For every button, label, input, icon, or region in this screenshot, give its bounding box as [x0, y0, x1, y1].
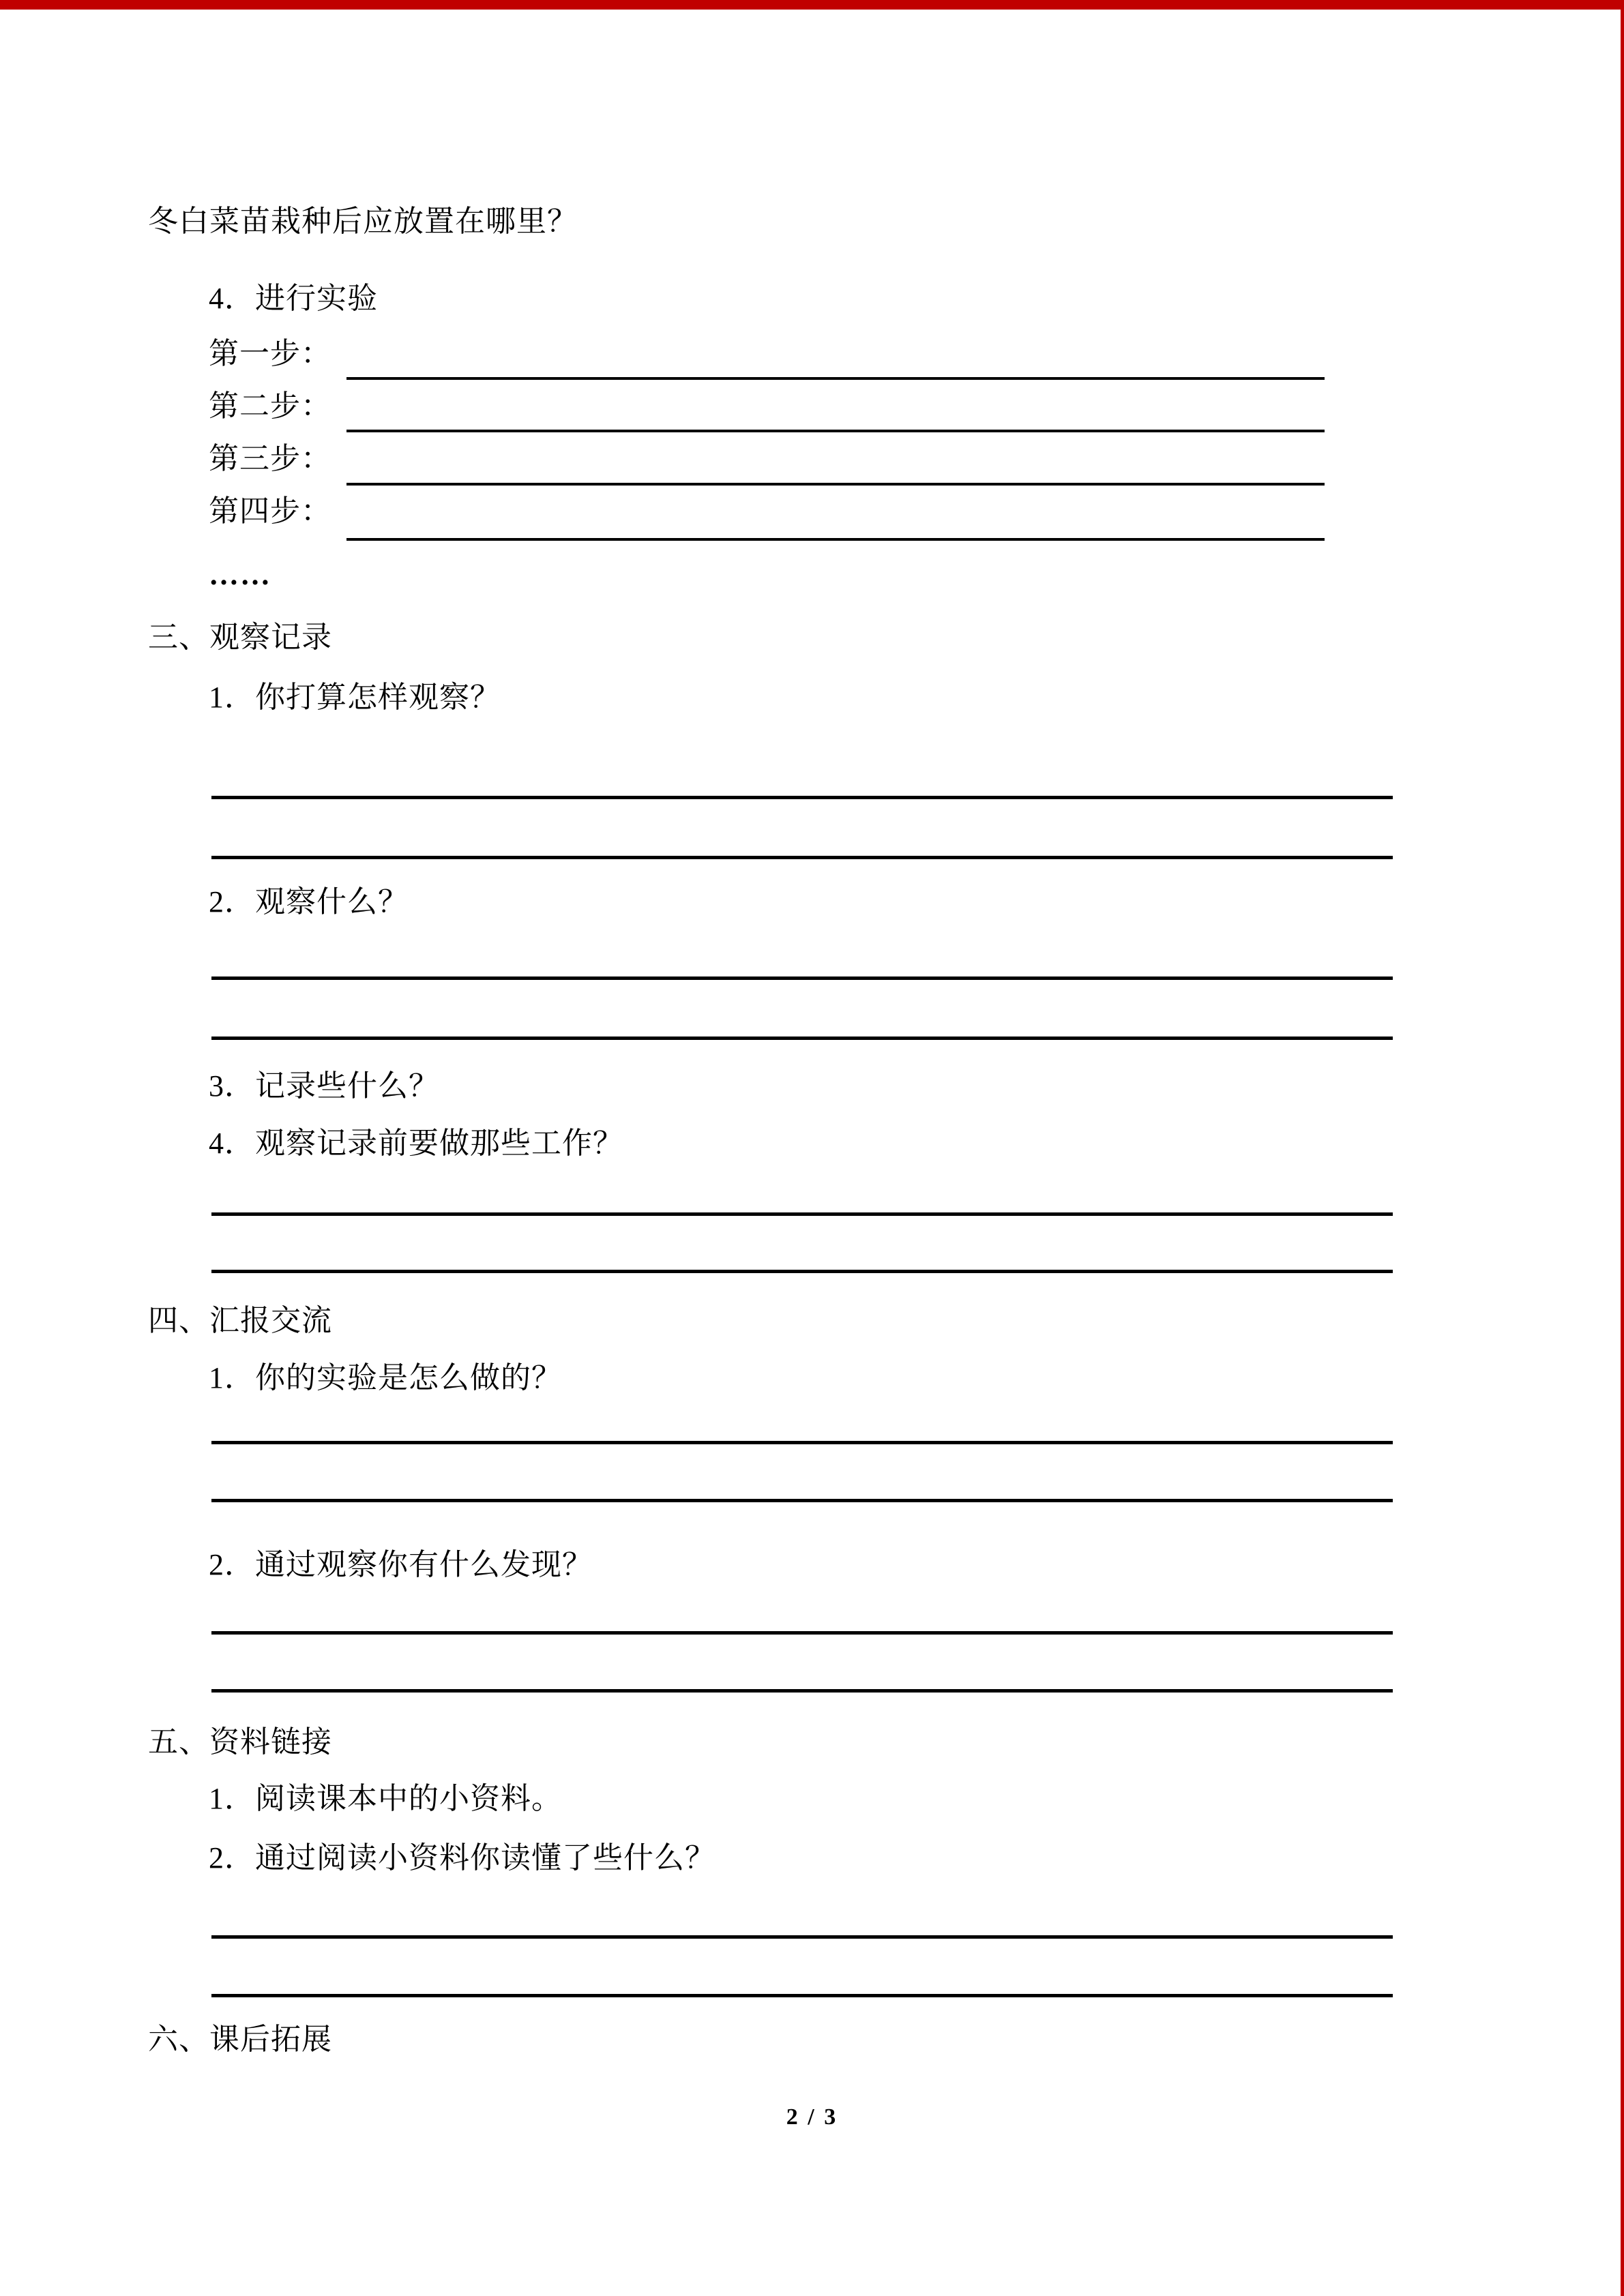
answer-line — [211, 856, 1393, 859]
step-label: 第四步： — [209, 494, 331, 528]
question-item: 4．观察记录前要做那些工作？ — [209, 1127, 623, 1160]
answer-line — [211, 1037, 1393, 1040]
answer-line — [211, 1441, 1393, 1444]
answer-line — [211, 1994, 1393, 1997]
question-item: 1．你的实验是怎么做的？ — [209, 1361, 562, 1395]
answer-line — [211, 1499, 1393, 1502]
step-label: 第三步： — [209, 442, 331, 475]
intro-question-text: 冬白菜苗栽种后应放置在哪里？ — [148, 205, 578, 238]
question-item: 1．阅读课本中的小资料。 — [209, 1782, 562, 1815]
step-blank-line — [346, 538, 1325, 541]
question-item: 2．观察什么？ — [209, 885, 409, 919]
section-title-reference-link: 五、资料链接 — [148, 1725, 332, 1759]
step-label: 第一步： — [209, 337, 331, 370]
top-accent-bar — [0, 0, 1624, 10]
answer-line — [211, 1212, 1393, 1216]
right-edge-accent-bar — [1621, 0, 1624, 2296]
ellipsis-text: …… — [209, 558, 271, 591]
answer-line — [211, 976, 1393, 980]
step-blank-line — [346, 377, 1325, 380]
section-title-observation-record: 三、观察记录 — [148, 621, 332, 654]
section-title-report-exchange: 四、汇报交流 — [148, 1304, 332, 1337]
section-title-after-class-extension: 六、课后拓展 — [148, 2023, 332, 2056]
step-label: 第二步： — [209, 389, 331, 423]
answer-line — [211, 1935, 1393, 1939]
step-blank-line — [346, 483, 1325, 486]
answer-line — [211, 796, 1393, 799]
question-item: 2．通过观察你有什么发现？ — [209, 1548, 593, 1581]
answer-line — [211, 1631, 1393, 1635]
answer-line — [211, 1689, 1393, 1693]
page-number: 2 / 3 — [786, 2104, 838, 2130]
step-blank-line — [346, 430, 1325, 432]
experiment-heading: 4．进行实验 — [209, 282, 378, 315]
question-item: 1．你打算怎样观察？ — [209, 681, 501, 714]
answer-line — [211, 1270, 1393, 1273]
question-item: 2．通过阅读小资料你读懂了些什么？ — [209, 1841, 715, 1875]
question-item: 3．记录些什么？ — [209, 1069, 439, 1103]
